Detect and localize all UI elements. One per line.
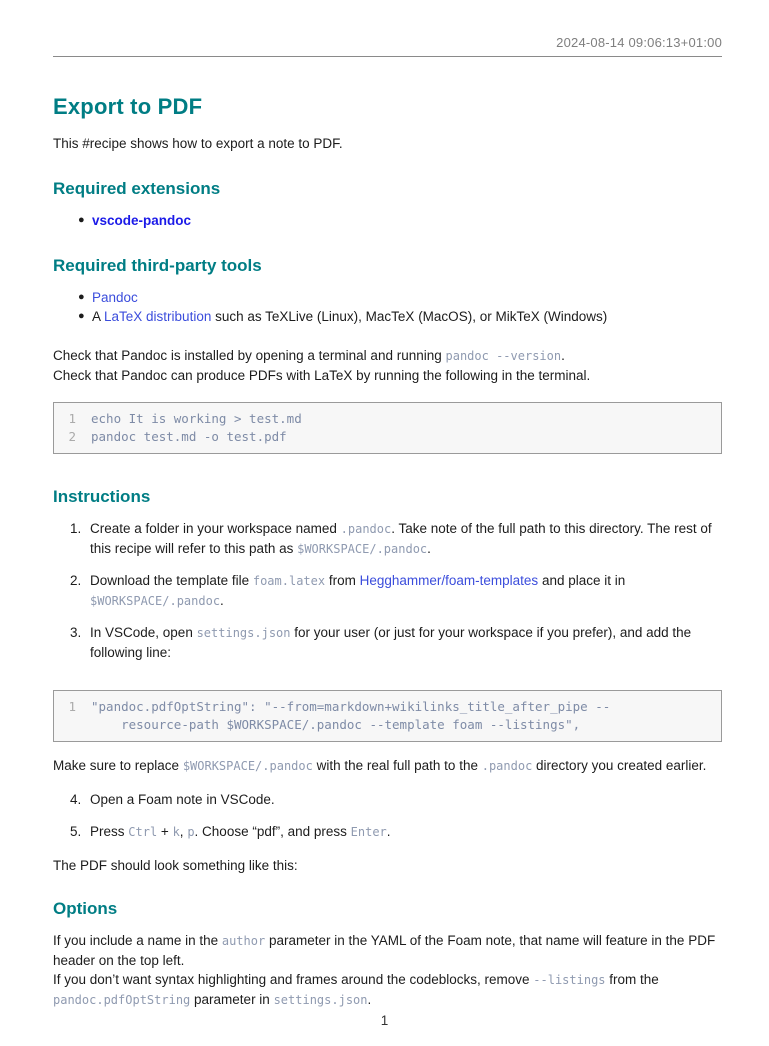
list-number: 5.: [70, 824, 82, 839]
text-run: for your user (or just for your workspace if you prefer), and add the following line:: [90, 625, 692, 660]
text-run: . Take note of the full path to this directory. The rest of this recipe will refer to this path as: [90, 521, 712, 556]
required-extensions-list: [53, 211, 722, 230]
code-line: [54, 716, 711, 734]
header-rule: [53, 56, 722, 57]
instructions-list-continued: [53, 790, 722, 842]
code-text: echo It is working > test.md: [91, 411, 302, 426]
text-run: Check that Pandoc can produce PDFs with LaTeX by running the following in the terminal.: [53, 368, 591, 383]
list-item-text: [92, 288, 722, 307]
text-run: directory you created earlier.: [532, 758, 707, 773]
line-number: 1: [68, 411, 76, 426]
intro-paragraph: [53, 134, 722, 153]
inline-code: $WORKSPACE/.pandoc: [182, 759, 313, 773]
inline-code: k: [172, 825, 180, 839]
inline-code: settings.json: [196, 626, 291, 640]
inline-code: settings.json: [273, 993, 368, 1007]
list-item: [53, 519, 722, 559]
page-title: Export to PDF: [53, 94, 203, 119]
code-text: "pandoc.pdfOptString": "--from=markdown+wikilinks_title_after_pipe --: [91, 699, 611, 714]
list-item-text: [90, 571, 722, 611]
inline-code: .pandoc: [340, 522, 392, 536]
options-paragraph-2: [53, 970, 722, 1010]
bullet-icon: ●: [78, 214, 85, 226]
code-block-terminal-test: [53, 402, 722, 454]
section-heading-required-tools: Required third-party tools: [53, 256, 262, 275]
section-heading-required-extensions: Required extensions: [53, 179, 221, 198]
text-run: parameter in: [190, 992, 274, 1007]
bullet-icon: ●: [78, 310, 85, 322]
section-heading-instructions: Instructions: [53, 487, 151, 506]
options-paragraph-1: [53, 931, 722, 970]
header-timestamp: 2024-08-14 09:06:13+01:00: [556, 35, 722, 50]
instructions-list: [53, 519, 722, 662]
inline-code: Ctrl: [128, 825, 158, 839]
text-run: such as TeXLive (Linux), MacTeX (MacOS), or MikTeX (Windows): [211, 309, 608, 324]
hyperlink[interactable]: Pandoc: [92, 290, 138, 305]
text-run: .: [561, 348, 565, 363]
text-run: .: [427, 541, 431, 556]
text-run: If you don’t want syntax highlighting and frames around the codeblocks, remove: [53, 972, 534, 987]
list-item-text: [90, 822, 722, 842]
section-heading-options: Options: [53, 899, 118, 918]
list-item: [53, 571, 722, 611]
list-number: 3.: [70, 625, 82, 640]
list-number: 2.: [70, 573, 82, 588]
text-run: from: [325, 573, 360, 588]
text-run: parameter in the YAML of the Foam note, that name will feature in the PDF header on the top left.: [53, 933, 716, 968]
code-line: [54, 698, 711, 716]
inline-code: pandoc.pdfOptString: [53, 993, 191, 1007]
code-text: resource-path $WORKSPACE/.pandoc --template foam --listings",: [91, 716, 581, 732]
list-item-text: [90, 790, 722, 809]
inline-code: p: [187, 825, 195, 839]
code-line: [54, 428, 711, 446]
page-header: [53, 34, 722, 57]
text-run: and place it in: [538, 573, 626, 588]
hyperlink[interactable]: LaTeX distribution: [104, 309, 212, 324]
list-item-text: [92, 307, 722, 326]
list-number: 1.: [70, 521, 82, 536]
required-tools-list: [53, 288, 722, 326]
text-run: with the real full path to the: [312, 758, 482, 773]
check-paragraph-line1: [53, 346, 722, 366]
pdf-note-paragraph: [53, 856, 722, 875]
text-run: .: [386, 824, 391, 839]
bullet-icon: ●: [78, 291, 85, 303]
text-run: Check that Pandoc is installed by opening a terminal and running: [53, 348, 446, 363]
inline-code: .pandoc: [481, 759, 533, 773]
code-block-settings-json: [53, 690, 722, 742]
line-number: [54, 716, 76, 734]
check-paragraph-line2: [53, 366, 722, 385]
hyperlink[interactable]: vscode-pandoc: [92, 213, 192, 228]
line-number: 2: [68, 428, 76, 444]
text-run: This #recipe shows how to export a note to PDF.: [53, 136, 343, 151]
text-run: The PDF should look something like this:: [53, 858, 298, 873]
text-run: +: [157, 824, 173, 839]
text-run: In VSCode, open: [90, 625, 197, 640]
text-run: Create a folder in your workspace named: [90, 521, 341, 536]
text-run: Press: [90, 824, 129, 839]
page-number: 1: [380, 1013, 389, 1028]
code-line: [54, 410, 711, 428]
inline-code: foam.latex: [252, 574, 326, 588]
list-item-text: [92, 211, 722, 230]
inline-code: Enter: [350, 825, 387, 839]
inline-code: $WORKSPACE/.pandoc: [90, 594, 221, 608]
text-run: Open a Foam note in VSCode.: [90, 792, 275, 807]
text-run: A: [92, 309, 105, 324]
text-run: If you include a name in the: [53, 933, 222, 948]
list-item: [53, 623, 722, 662]
text-run: ,: [179, 824, 188, 839]
text-run: Make sure to replace: [53, 758, 183, 773]
inline-code: $WORKSPACE/.pandoc: [297, 542, 428, 556]
text-run: Download the template file: [90, 573, 253, 588]
inline-code: --listings: [533, 973, 606, 987]
text-run: . Choose “pdf”, and press: [194, 824, 351, 839]
inline-code: pandoc --version: [445, 349, 562, 363]
list-item: [53, 307, 722, 326]
code-text: pandoc test.md -o test.pdf: [91, 428, 287, 444]
list-item: [53, 211, 722, 230]
list-item: [53, 288, 722, 307]
text-run: from the: [605, 972, 659, 987]
inline-code: author: [221, 934, 266, 948]
list-item: [53, 790, 722, 809]
text-run: .: [220, 593, 224, 608]
list-item: [53, 822, 722, 842]
replace-note-paragraph: [53, 756, 722, 776]
list-item-text: [90, 623, 722, 662]
list-number: 4.: [70, 792, 82, 807]
hyperlink[interactable]: Hegghammer/foam-templates: [359, 573, 539, 588]
line-number: 1: [68, 699, 76, 714]
text-run: .: [367, 992, 372, 1007]
list-item-text: [90, 519, 722, 559]
